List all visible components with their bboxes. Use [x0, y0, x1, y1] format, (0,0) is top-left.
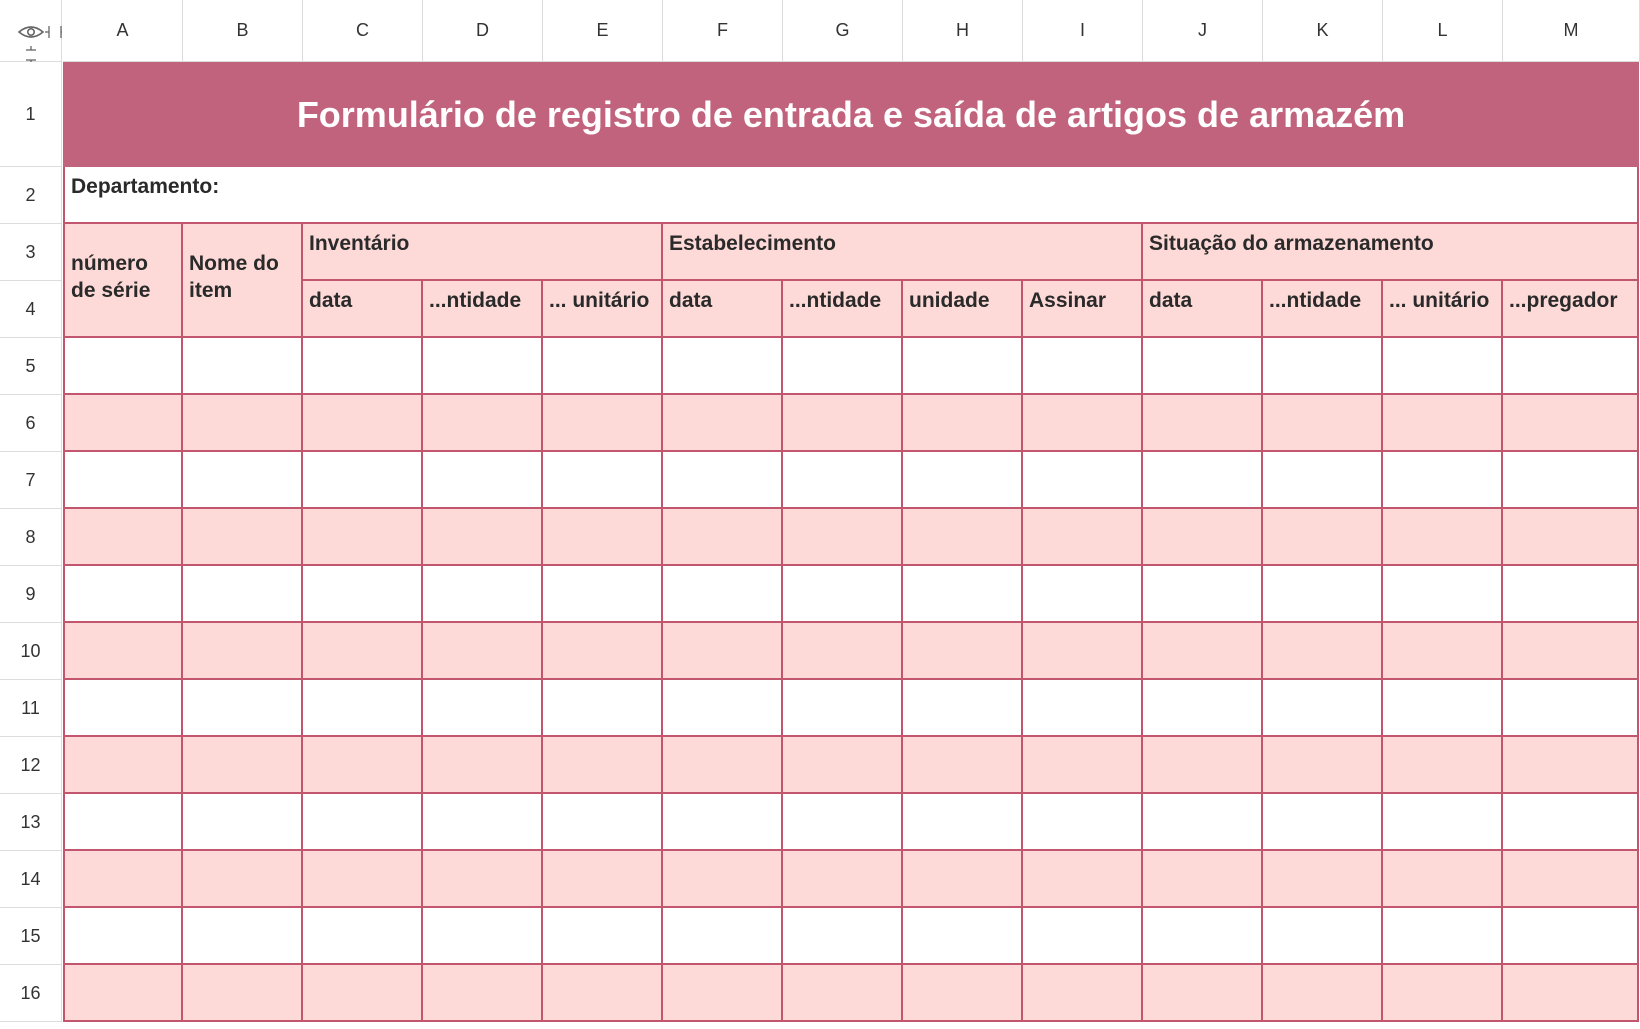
cell-e5[interactable] [543, 338, 663, 395]
cell-l7[interactable] [1383, 452, 1503, 509]
cell-a14[interactable] [63, 851, 183, 908]
column-header-e[interactable]: E [543, 0, 663, 62]
cell-b11[interactable] [183, 680, 303, 737]
cell-e15[interactable] [543, 908, 663, 965]
cell-j13[interactable] [1143, 794, 1263, 851]
sheet-title: Formulário de registro de entrada e saída de artigos de armazém [296, 93, 1406, 135]
inventory-header[interactable] [303, 224, 663, 281]
cell-a7[interactable] [63, 452, 183, 509]
row-header-3[interactable]: 3 [0, 224, 62, 281]
cell-c16[interactable] [303, 965, 423, 1022]
row-header-13[interactable]: 13 [0, 794, 62, 851]
cell-m8[interactable] [1503, 509, 1639, 566]
cell-h9[interactable] [903, 566, 1023, 623]
subheader-label: unidade [909, 289, 990, 312]
cell-f15[interactable] [663, 908, 783, 965]
cell-l10[interactable] [1383, 623, 1503, 680]
title-cell[interactable] [63, 62, 1639, 167]
cell-a13[interactable] [63, 794, 183, 851]
row-header-16[interactable]: 16 [0, 965, 62, 1022]
cell-m9[interactable] [1503, 566, 1639, 623]
cell-m12[interactable] [1503, 737, 1639, 794]
row-header-1[interactable]: 1 [0, 62, 62, 167]
column-header-m[interactable]: M [1503, 0, 1640, 62]
cell-d10[interactable] [423, 623, 543, 680]
cell-h10[interactable] [903, 623, 1023, 680]
subheader-g[interactable] [783, 281, 903, 338]
cell-i13[interactable] [1023, 794, 1143, 851]
cell-f8[interactable] [663, 509, 783, 566]
cell-b7[interactable] [183, 452, 303, 509]
cell-c5[interactable] [303, 338, 423, 395]
department-label: Departamento: [71, 175, 220, 198]
cell-l11[interactable] [1383, 680, 1503, 737]
subheader-label: ... unitário [549, 289, 650, 312]
cell-l15[interactable] [1383, 908, 1503, 965]
column-header-g[interactable]: G [783, 0, 903, 62]
cell-m11[interactable] [1503, 680, 1639, 737]
subheader-e[interactable] [543, 281, 663, 338]
cell-k14[interactable] [1263, 851, 1383, 908]
cell-g12[interactable] [783, 737, 903, 794]
row-header-8[interactable]: 8 [0, 509, 62, 566]
cell-c12[interactable] [303, 737, 423, 794]
subheader-label: ... unitário [1389, 289, 1490, 312]
cell-e12[interactable] [543, 737, 663, 794]
column-header-b[interactable]: B [183, 0, 303, 62]
cell-a9[interactable] [63, 566, 183, 623]
row-header-11[interactable]: 11 [0, 680, 62, 737]
subheader-label: ...ntidade [1269, 289, 1362, 312]
cell-g7[interactable] [783, 452, 903, 509]
subheader-label: data [1149, 289, 1193, 312]
cell-a8[interactable] [63, 509, 183, 566]
cell-j11[interactable] [1143, 680, 1263, 737]
cell-c11[interactable] [303, 680, 423, 737]
cell-j10[interactable] [1143, 623, 1263, 680]
cell-c8[interactable] [303, 509, 423, 566]
subheader-c[interactable] [303, 281, 423, 338]
cell-a6[interactable] [63, 395, 183, 452]
cell-f16[interactable] [663, 965, 783, 1022]
cell-d16[interactable] [423, 965, 543, 1022]
subheader-label: data [669, 289, 713, 312]
cell-h7[interactable] [903, 452, 1023, 509]
cell-g13[interactable] [783, 794, 903, 851]
subheader-label: ...ntidade [789, 289, 882, 312]
cell-a11[interactable] [63, 680, 183, 737]
subheader-h[interactable] [903, 281, 1023, 338]
row-header-14[interactable]: 14 [0, 851, 62, 908]
cell-a12[interactable] [63, 737, 183, 794]
cell-b13[interactable] [183, 794, 303, 851]
cell-d13[interactable] [423, 794, 543, 851]
cell-f9[interactable] [663, 566, 783, 623]
cell-h14[interactable] [903, 851, 1023, 908]
cell-b8[interactable] [183, 509, 303, 566]
cell-g15[interactable] [783, 908, 903, 965]
cell-f13[interactable] [663, 794, 783, 851]
subheader-k[interactable] [1263, 281, 1383, 338]
column-header-k[interactable]: K [1263, 0, 1383, 62]
cell-a15[interactable] [63, 908, 183, 965]
cell-k16[interactable] [1263, 965, 1383, 1022]
cell-f6[interactable] [663, 395, 783, 452]
cell-k7[interactable] [1263, 452, 1383, 509]
cell-g14[interactable] [783, 851, 903, 908]
cell-e10[interactable] [543, 623, 663, 680]
cell-h16[interactable] [903, 965, 1023, 1022]
cell-k12[interactable] [1263, 737, 1383, 794]
cell-e8[interactable] [543, 509, 663, 566]
cell-b14[interactable] [183, 851, 303, 908]
cell-m10[interactable] [1503, 623, 1639, 680]
row-header-2[interactable]: 2 [0, 167, 62, 224]
cell-j16[interactable] [1143, 965, 1263, 1022]
department-cell[interactable] [63, 167, 1639, 224]
cell-h11[interactable] [903, 680, 1023, 737]
cell-e11[interactable] [543, 680, 663, 737]
cell-a10[interactable] [63, 623, 183, 680]
cell-g5[interactable] [783, 338, 903, 395]
cell-i9[interactable] [1023, 566, 1143, 623]
cell-m5[interactable] [1503, 338, 1639, 395]
cell-g16[interactable] [783, 965, 903, 1022]
cell-e14[interactable] [543, 851, 663, 908]
cell-b12[interactable] [183, 737, 303, 794]
subheader-f[interactable] [663, 281, 783, 338]
cell-c15[interactable] [303, 908, 423, 965]
row-header-12[interactable]: 12 [0, 737, 62, 794]
cell-j7[interactable] [1143, 452, 1263, 509]
establishment-header[interactable] [663, 224, 1143, 281]
subheader-j[interactable] [1143, 281, 1263, 338]
cell-j15[interactable] [1143, 908, 1263, 965]
cell-l14[interactable] [1383, 851, 1503, 908]
cell-k11[interactable] [1263, 680, 1383, 737]
cell-d11[interactable] [423, 680, 543, 737]
cell-b15[interactable] [183, 908, 303, 965]
cell-b10[interactable] [183, 623, 303, 680]
cell-b6[interactable] [183, 395, 303, 452]
cell-h5[interactable] [903, 338, 1023, 395]
cell-f11[interactable] [663, 680, 783, 737]
cell-i12[interactable] [1023, 737, 1143, 794]
subheader-label: ...pregador [1509, 289, 1618, 312]
cell-e16[interactable] [543, 965, 663, 1022]
cell-f10[interactable] [663, 623, 783, 680]
cell-m6[interactable] [1503, 395, 1639, 452]
cell-g9[interactable] [783, 566, 903, 623]
cell-e6[interactable] [543, 395, 663, 452]
freeze-rows-icon[interactable] [26, 46, 36, 62]
cell-e7[interactable] [543, 452, 663, 509]
cell-m15[interactable] [1503, 908, 1639, 965]
cell-j14[interactable] [1143, 851, 1263, 908]
cell-b5[interactable] [183, 338, 303, 395]
cell-c6[interactable] [303, 395, 423, 452]
cell-g11[interactable] [783, 680, 903, 737]
cell-i6[interactable] [1023, 395, 1143, 452]
subheader-label: Assinar [1029, 289, 1107, 312]
cell-i8[interactable] [1023, 509, 1143, 566]
establishment-label: Estabelecimento [669, 232, 836, 255]
cell-l8[interactable] [1383, 509, 1503, 566]
cell-d8[interactable] [423, 509, 543, 566]
column-header-a[interactable]: A [63, 0, 183, 62]
subheader-label: data [309, 289, 353, 312]
cell-h12[interactable] [903, 737, 1023, 794]
cell-i5[interactable] [1023, 338, 1143, 395]
cell-m7[interactable] [1503, 452, 1639, 509]
cell-j12[interactable] [1143, 737, 1263, 794]
cell-j5[interactable] [1143, 338, 1263, 395]
cell-l13[interactable] [1383, 794, 1503, 851]
cell-b16[interactable] [183, 965, 303, 1022]
cell-l6[interactable] [1383, 395, 1503, 452]
cell-l9[interactable] [1383, 566, 1503, 623]
cell-d7[interactable] [423, 452, 543, 509]
freeze-columns-icon[interactable] [45, 26, 62, 38]
eye-icon[interactable] [19, 27, 43, 37]
cell-m16[interactable] [1503, 965, 1639, 1022]
cell-h6[interactable] [903, 395, 1023, 452]
cell-k9[interactable] [1263, 566, 1383, 623]
cell-d14[interactable] [423, 851, 543, 908]
serial-number-header[interactable] [63, 224, 183, 338]
cell-i7[interactable] [1023, 452, 1143, 509]
cell-d15[interactable] [423, 908, 543, 965]
cell-m14[interactable] [1503, 851, 1639, 908]
column-header-d[interactable]: D [423, 0, 543, 62]
cell-d6[interactable] [423, 395, 543, 452]
cell-f7[interactable] [663, 452, 783, 509]
column-header-i[interactable]: I [1023, 0, 1143, 62]
cell-h15[interactable] [903, 908, 1023, 965]
cell-g6[interactable] [783, 395, 903, 452]
cell-c10[interactable] [303, 623, 423, 680]
cell-g10[interactable] [783, 623, 903, 680]
cell-k5[interactable] [1263, 338, 1383, 395]
subheader-l[interactable] [1383, 281, 1503, 338]
cell-i10[interactable] [1023, 623, 1143, 680]
cell-l12[interactable] [1383, 737, 1503, 794]
cell-f14[interactable] [663, 851, 783, 908]
serial-number-label: número de série [71, 252, 151, 302]
column-header-f[interactable]: F [663, 0, 783, 62]
cell-c7[interactable] [303, 452, 423, 509]
inventory-label: Inventário [309, 232, 410, 255]
cell-a5[interactable] [63, 338, 183, 395]
cell-k6[interactable] [1263, 395, 1383, 452]
cell-i16[interactable] [1023, 965, 1143, 1022]
cell-d12[interactable] [423, 737, 543, 794]
item-name-label: Nome do item [189, 252, 279, 302]
column-header-l[interactable]: L [1383, 0, 1503, 62]
cell-c9[interactable] [303, 566, 423, 623]
column-header-c[interactable]: C [303, 0, 423, 62]
item-name-header[interactable] [183, 224, 303, 338]
cell-f12[interactable] [663, 737, 783, 794]
cell-i15[interactable] [1023, 908, 1143, 965]
storage-header[interactable] [1143, 224, 1639, 281]
cell-k15[interactable] [1263, 908, 1383, 965]
cell-j8[interactable] [1143, 509, 1263, 566]
sheet-corner [0, 0, 62, 62]
subheader-d[interactable] [423, 281, 543, 338]
cell-j6[interactable] [1143, 395, 1263, 452]
sheet-corner-icons [0, 0, 62, 62]
cell-i14[interactable] [1023, 851, 1143, 908]
storage-label: Situação do armazenamento [1149, 232, 1434, 255]
row-header-10[interactable]: 10 [0, 623, 62, 680]
cell-k8[interactable] [1263, 509, 1383, 566]
cell-f5[interactable] [663, 338, 783, 395]
cell-k13[interactable] [1263, 794, 1383, 851]
cell-e13[interactable] [543, 794, 663, 851]
row-header-5[interactable]: 5 [0, 338, 62, 395]
cell-g8[interactable] [783, 509, 903, 566]
row-header-6[interactable]: 6 [0, 395, 62, 452]
row-header-7[interactable]: 7 [0, 452, 62, 509]
row-header-15[interactable]: 15 [0, 908, 62, 965]
row-header-9[interactable]: 9 [0, 566, 62, 623]
cell-c13[interactable] [303, 794, 423, 851]
subheader-label: ...ntidade [429, 289, 522, 312]
row-header-4[interactable]: 4 [0, 281, 62, 338]
cell-i11[interactable] [1023, 680, 1143, 737]
cell-h8[interactable] [903, 509, 1023, 566]
cell-k10[interactable] [1263, 623, 1383, 680]
cell-m13[interactable] [1503, 794, 1639, 851]
cell-e9[interactable] [543, 566, 663, 623]
cell-b9[interactable] [183, 566, 303, 623]
subheader-m[interactable] [1503, 281, 1639, 338]
subheader-i[interactable] [1023, 281, 1143, 338]
cell-l5[interactable] [1383, 338, 1503, 395]
cell-j9[interactable] [1143, 566, 1263, 623]
cell-d5[interactable] [423, 338, 543, 395]
cell-c14[interactable] [303, 851, 423, 908]
cell-d9[interactable] [423, 566, 543, 623]
cell-l16[interactable] [1383, 965, 1503, 1022]
cell-a16[interactable] [63, 965, 183, 1022]
column-header-j[interactable]: J [1143, 0, 1263, 62]
column-header-h[interactable]: H [903, 0, 1023, 62]
cell-h13[interactable] [903, 794, 1023, 851]
